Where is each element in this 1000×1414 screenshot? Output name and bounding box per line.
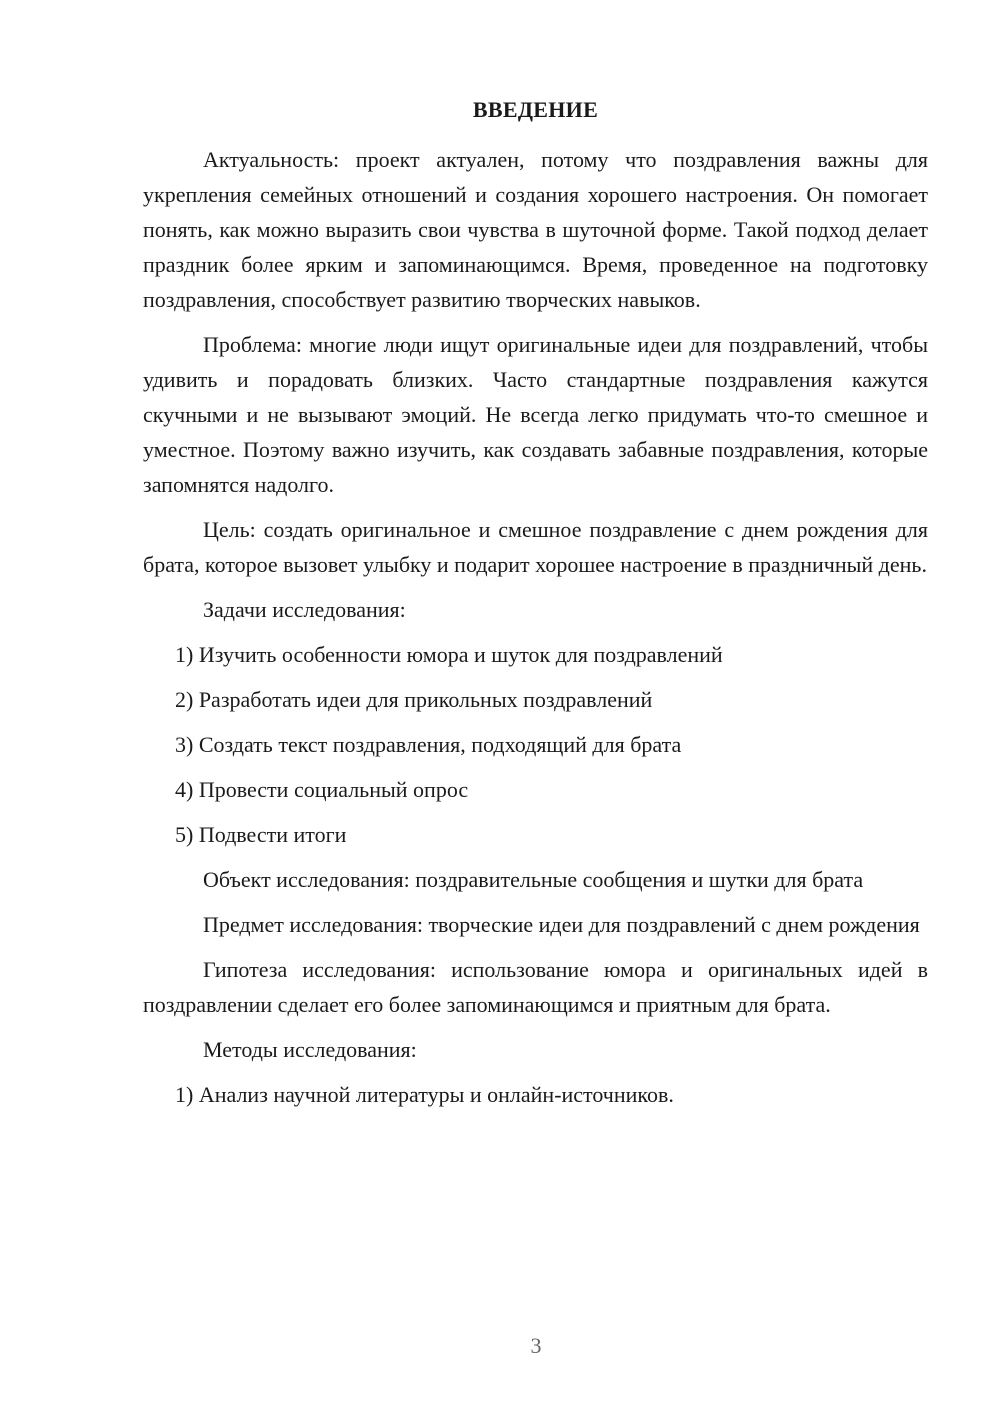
methods-heading: Методы исследования: [203, 1037, 417, 1062]
list-item: 2) Разработать идеи для прикольных поздравлений [175, 687, 653, 712]
tasks-heading: Задачи исследования: [203, 597, 406, 622]
list-item: 1) Изучить особенности юмора и шуток для поздравлений [175, 642, 723, 667]
list-item: 5) Подвести итоги [175, 822, 347, 847]
methods-list [143, 1077, 928, 1112]
tasks-list [143, 637, 928, 852]
hypothesis-paragraph: Гипотеза исследования: использование юмора и оригинальных идей в поздравлении сделает его более запоминающимся и приятным для брата. [143, 957, 928, 1017]
list-item: 4) Провести социальный опрос [175, 777, 469, 802]
relevance-paragraph: Актуальность: проект актуален, потому что поздравления важны для укрепления семейных отношений и создания хорошего настроения. Он помогает понять, как можно выразить свои чувства в шуточной форме. Такой подход делает праздник более ярким и запоминающимся. Время, проведенное на подготовку поздравления, способствует развитию творческих навыков. [143, 147, 928, 312]
subject-paragraph: Предмет исследования: творческие идеи для поздравлений с днем рождения [203, 912, 920, 937]
object-paragraph: Объект исследования: поздравительные сообщения и шутки для брата [203, 867, 864, 892]
problem-paragraph: Проблема: многие люди ищут оригинальные идеи для поздравлений, чтобы удивить и порадовать близких. Часто стандартные поздравления кажутся скучными и не вызывают эмоций. Не всегда легко придумать что-то смешное и уместное. Поэтому важно изучить, как создавать забавные поздравления, которые запомнятся надолго. [143, 332, 928, 497]
page-content [143, 90, 928, 1122]
page-title: ВВЕДЕНИЕ [472, 97, 599, 122]
page-number: 3 [530, 1333, 542, 1358]
list-item: 3) Создать текст поздравления, подходящий для брата [175, 732, 682, 757]
list-item: 1) Анализ научной литературы и онлайн-источников. [175, 1082, 674, 1107]
goal-paragraph: Цель: создать оригинальное и смешное поздравление с днем рождения для брата, которое вызовет улыбку и подарит хорошее настроение в праздничный день. [143, 517, 928, 577]
